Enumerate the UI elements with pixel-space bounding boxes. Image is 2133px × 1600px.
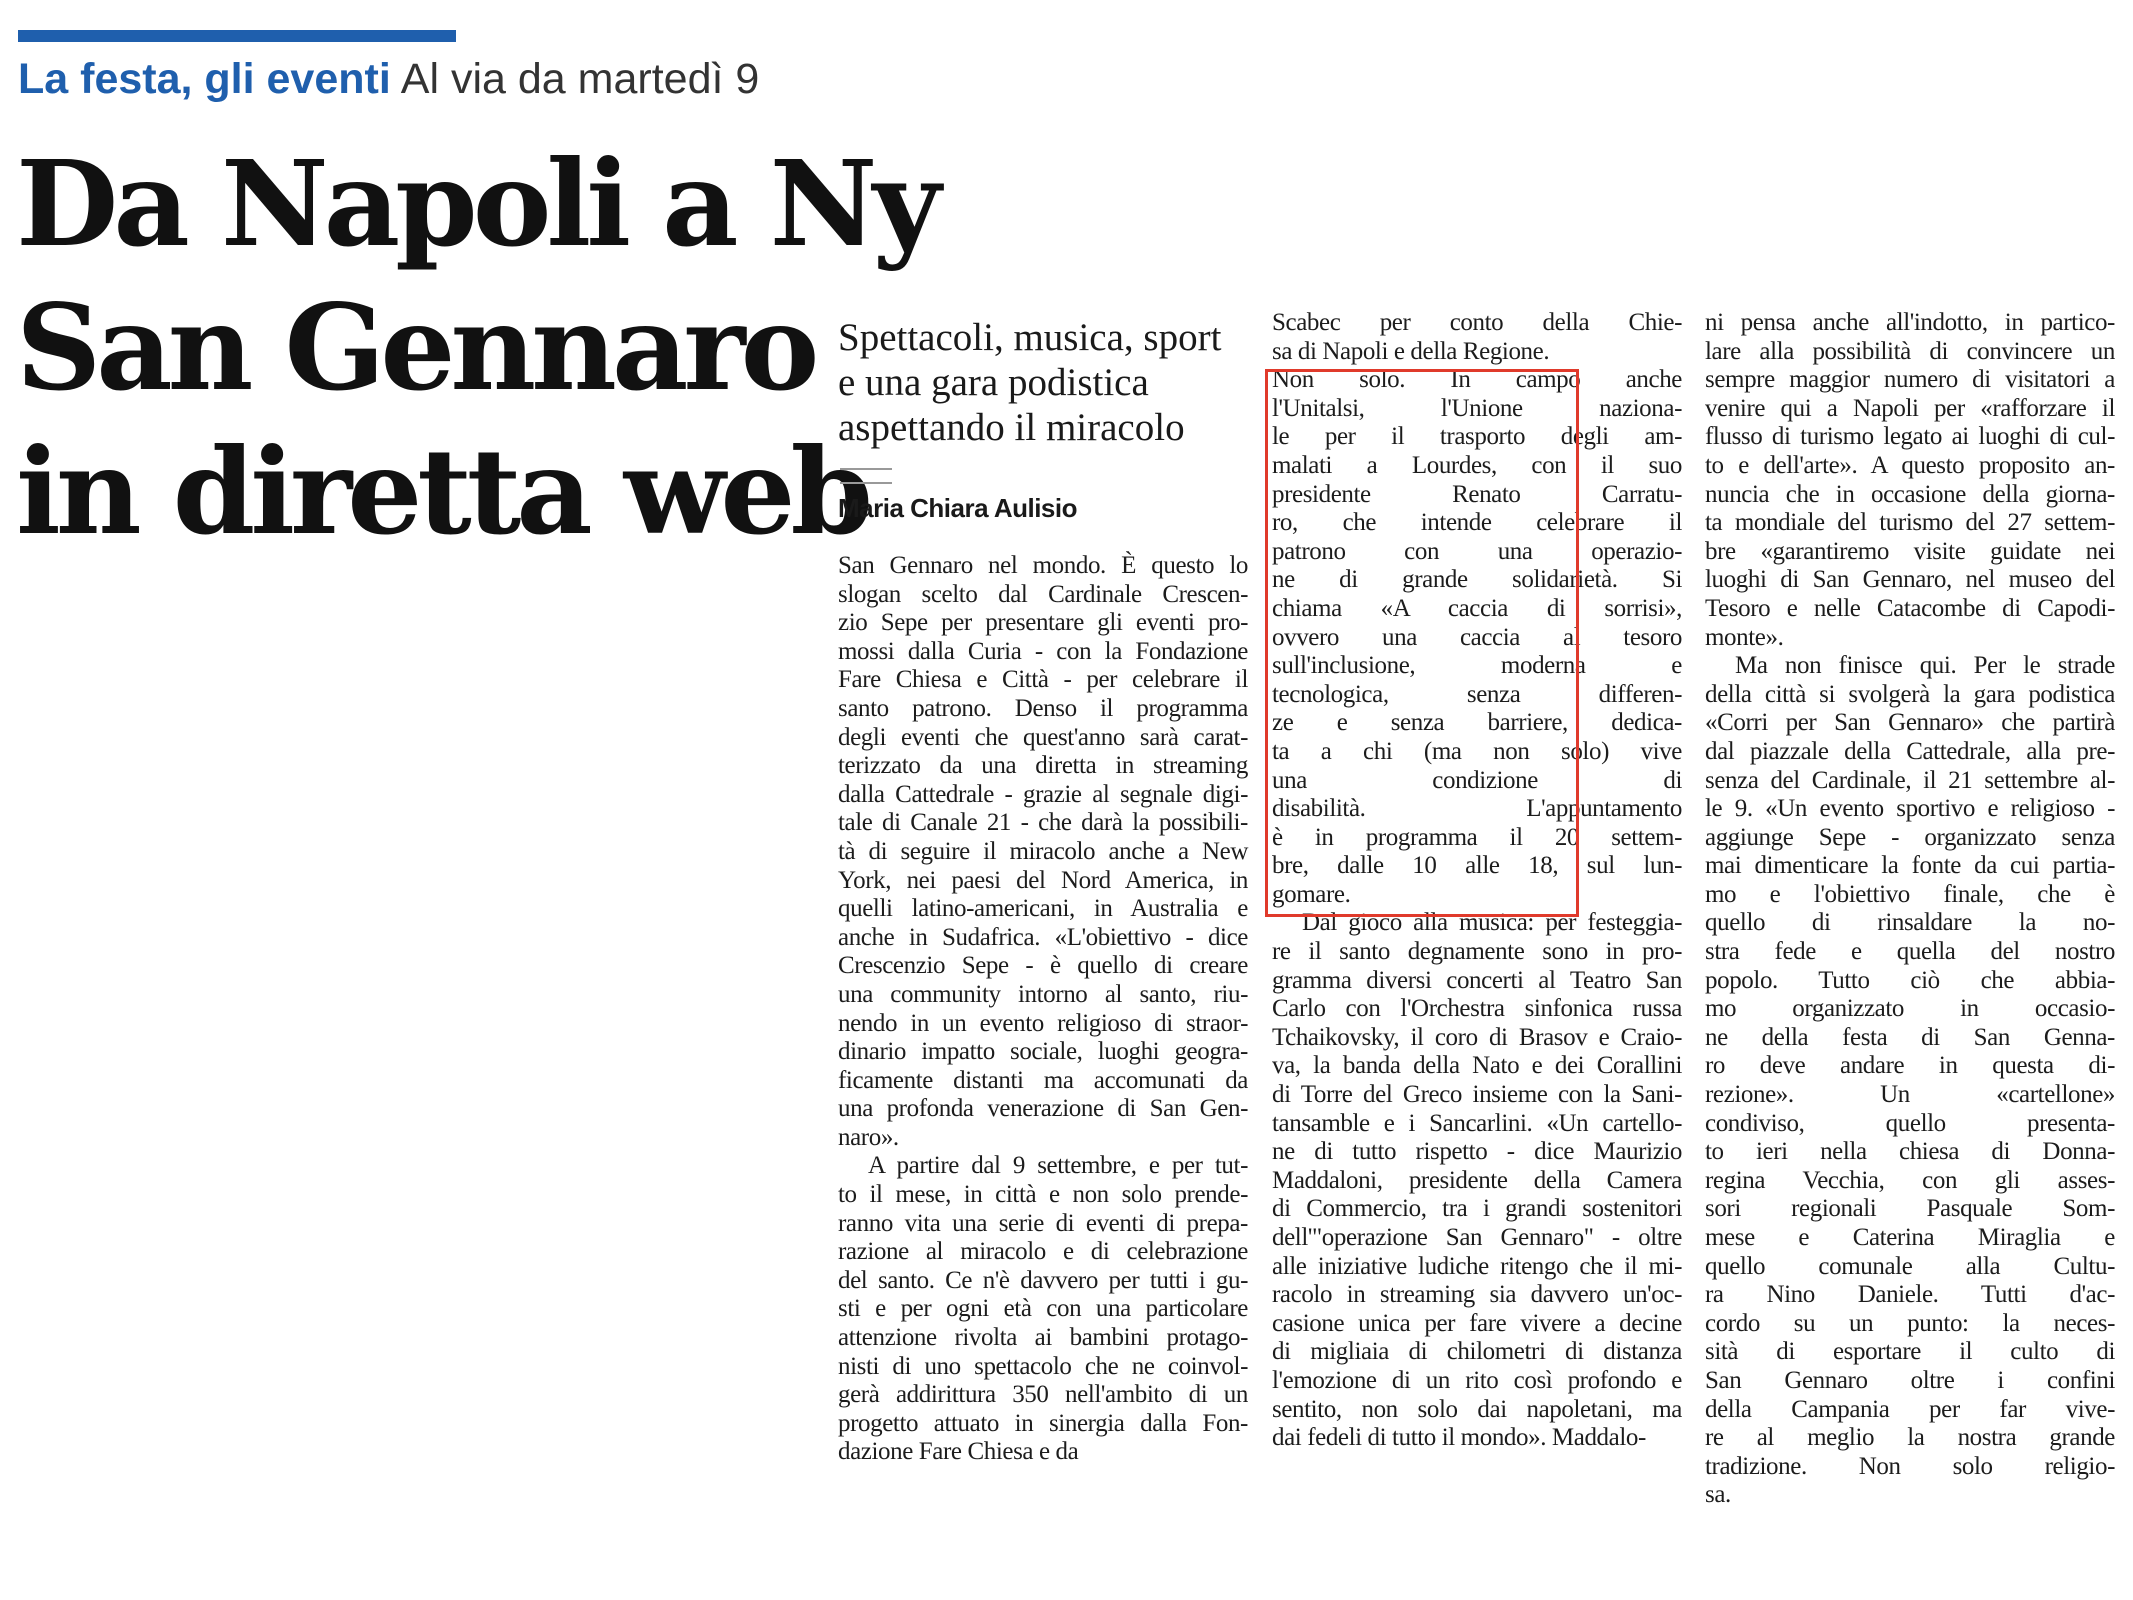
article-line: racolo in streaming sia davvero un'oc- xyxy=(1272,1281,1682,1309)
headline xyxy=(16,132,937,564)
article-line: malati a Lourdes, con il suo xyxy=(1272,451,1682,479)
article-line: alle iniziative ludiche ritengo che il mi- xyxy=(1272,1252,1682,1280)
article-line: di migliaia di chilometri di distanza xyxy=(1272,1338,1682,1366)
article-line: l'emozione di un rito così profondo e xyxy=(1272,1366,1682,1394)
article-line: ro deve andare in questa di- xyxy=(1705,1052,2115,1080)
subheadline-line: e una gara podistica xyxy=(838,361,1149,404)
article-line: ne della festa di San Genna- xyxy=(1705,1023,2115,1051)
article-line: Carlo con l'Orchestra sinfonica russa xyxy=(1272,995,1682,1023)
article-line: del santo. Ce n'è davvero per tutti i gu- xyxy=(838,1266,1248,1294)
article-line: progetto attuato in sinergia dalla Fon- xyxy=(838,1409,1248,1437)
article-line: nuncia che in occasione della giorna- xyxy=(1705,480,2115,508)
article-line: quello comunale alla Cultu- xyxy=(1705,1252,2115,1280)
article-line: le per il trasporto degli am- xyxy=(1272,423,1682,451)
article-line: re il santo degnamente sono in pro- xyxy=(1272,938,1682,966)
kicker-rule xyxy=(18,30,456,42)
article-line: razione al miracolo e di celebrazione xyxy=(838,1238,1248,1266)
kicker xyxy=(18,50,759,108)
article-line: presidente Renato Carratu- xyxy=(1272,480,1682,508)
article-line: sità di esportare il culto di xyxy=(1705,1338,2115,1366)
article-line: senza del Cardinale, il 21 settembre al- xyxy=(1705,766,2115,794)
article-line: venire qui a Napoli per «rafforzare il xyxy=(1705,394,2115,422)
article-line: lare alla possibilità di convincere un xyxy=(1705,337,2115,365)
article-column-1 xyxy=(838,552,1248,1467)
article-line: Crescenzio Sepe - è quello di creare xyxy=(838,952,1248,980)
article-line: sa di Napoli e della Regione. xyxy=(1272,337,1550,365)
article-line: sempre maggior numero di visitatori a xyxy=(1705,366,2115,394)
article-line: Tchaikovsky, il coro di Brasov e Craio- xyxy=(1272,1023,1682,1051)
article-line: sull'inclusione, moderna e xyxy=(1272,652,1682,680)
article-line: condiviso, quello presenta- xyxy=(1705,1109,2115,1137)
article-line: nisti di uno spettacolo che ne coinvol- xyxy=(838,1352,1248,1380)
kicker-section: La festa, gli eventi xyxy=(18,55,391,103)
article-line: mo organizzato in occasio- xyxy=(1705,995,2115,1023)
article-line: ze e senza barriere, dedica- xyxy=(1272,709,1682,737)
article-line: è in programma il 20 settem- xyxy=(1272,823,1682,851)
article-line: ne di tutto rispetto - dice Maurizio xyxy=(1272,1138,1682,1166)
article-line: sa. xyxy=(1705,1481,1731,1509)
article-line: dai fedeli di tutto il mondo». Maddalo- xyxy=(1272,1424,1646,1452)
article-line: A partire dal 9 settembre, e per tut- xyxy=(868,1152,1248,1180)
article-line: stra fede e quella del nostro xyxy=(1705,938,2115,966)
article-line: della città si svolgerà la gara podistica xyxy=(1705,680,2115,708)
article-line: santo patrono. Denso il programma xyxy=(838,694,1248,722)
article-line: l'Unitalsi, l'Unione naziona- xyxy=(1272,394,1682,422)
article-column-3 xyxy=(1705,309,2115,1510)
byline-rule xyxy=(840,468,892,484)
article-line: flusso di turismo legato ai luoghi di cul- xyxy=(1705,423,2115,451)
article-line: to e dell'arte». A questo proposito an- xyxy=(1705,451,2115,479)
article-line: Tesoro e nelle Catacombe di Capodi- xyxy=(1705,594,2115,622)
article-line: ranno vita una serie di eventi di prepa- xyxy=(838,1209,1248,1237)
article-line: anche in Sudafrica. «L'obiettivo - dice xyxy=(838,923,1248,951)
article-line: Scabec per conto della Chie- xyxy=(1272,309,1682,336)
article-line: to ieri nella chiesa di Donna- xyxy=(1705,1138,2115,1166)
article-line: ta mondiale del turismo del 27 settem- xyxy=(1705,509,2115,537)
article-line: va, la banda della Nato e dei Corallini xyxy=(1272,1052,1682,1080)
article-line: Dal gioco alla musica: per festeggia- xyxy=(1302,909,1682,937)
article-line: ni pensa anche all'indotto, in partico- xyxy=(1705,309,2115,336)
article-line: una profonda venerazione di San Gen- xyxy=(838,1095,1248,1123)
article-line: gramma diversi concerti al Teatro San xyxy=(1272,966,1682,994)
subheadline-line: Spettacoli, musica, sport xyxy=(838,316,1222,359)
article-line: popolo. Tutto ciò che abbia- xyxy=(1705,966,2115,994)
article-line: sti e per ogni età con una particolare xyxy=(838,1295,1248,1323)
article-line: della Campania per far vive- xyxy=(1705,1395,2115,1423)
article-line: slogan scelto dal Cardinale Crescen- xyxy=(838,580,1248,608)
article-line: bre, dalle 10 alle 18, sul lun- xyxy=(1272,852,1682,880)
article-line: mo e l'obiettivo finale, che è xyxy=(1705,880,2115,908)
article-line: dinario impatto sociale, luoghi geogra- xyxy=(838,1038,1248,1066)
article-line: una condizione di xyxy=(1272,766,1682,794)
subheadline xyxy=(838,315,1258,450)
article-line: San Gennaro oltre i confini xyxy=(1705,1366,2115,1394)
article-line: ne di grande solidarietà. Si xyxy=(1272,566,1682,594)
article-line: mai dimenticare la fonte da cui partia- xyxy=(1705,852,2115,880)
headline-line: in diretta web xyxy=(16,422,868,561)
article-line: re al meglio la nostra grande xyxy=(1705,1424,2115,1452)
article-line: tansamble e i Sancarlini. «Un cartello- xyxy=(1272,1109,1682,1137)
article-line: to il mese, in città e non solo prende- xyxy=(838,1181,1248,1209)
article-line: rezione». Un «cartellone» xyxy=(1705,1081,2115,1109)
article-line: patrono con una operazio- xyxy=(1272,537,1682,565)
article-line: quello di rinsaldare la no- xyxy=(1705,909,2115,937)
article-line: tecnologica, senza differen- xyxy=(1272,680,1682,708)
article-line: sori regionali Pasquale Som- xyxy=(1705,1195,2115,1223)
article-line: attenzione rivolta ai bambini protago- xyxy=(838,1324,1248,1352)
byline: Maria Chiara Aulisio xyxy=(838,493,1077,523)
headline-line: San Gennaro xyxy=(16,278,815,417)
article-line: York, nei paesi del Nord America, in xyxy=(838,866,1248,894)
article-line: gerà addirittura 350 nell'ambito di un xyxy=(838,1381,1248,1409)
article-line: disabilità. L'appuntamento xyxy=(1272,795,1682,823)
article-line: tà di seguire il miracolo anche a New xyxy=(838,837,1248,865)
article-line: chiama «A caccia di sorrisi», xyxy=(1272,594,1682,622)
article-line: gomare. xyxy=(1272,880,1351,908)
article-line: mossi dalla Curia - con la Fondazione xyxy=(838,637,1248,665)
article-line: regina Vecchia, con gli asses- xyxy=(1705,1166,2115,1194)
article-line: aggiunge Sepe - organizzato senza xyxy=(1705,823,2115,851)
article-line: ra Nino Daniele. Tutti d'ac- xyxy=(1705,1281,2115,1309)
highlight-box xyxy=(1265,369,1579,917)
article-line: mese e Caterina Miraglia e xyxy=(1705,1224,2115,1251)
article-line: zio Sepe per presentare gli eventi pro- xyxy=(838,609,1248,637)
article-line: luoghi di San Gennaro, nel museo del xyxy=(1705,566,2115,594)
subheadline-line: aspettando il miracolo xyxy=(838,406,1185,449)
article-line: dazione Fare Chiesa e da xyxy=(838,1438,1079,1466)
article-line: casione unica per fare vivere a decine xyxy=(1272,1309,1682,1337)
article-line: di Commercio, tra i grandi sostenitori xyxy=(1272,1195,1682,1223)
article-line: terizzato da una diretta in streaming xyxy=(838,752,1248,780)
article-line: le 9. «Un evento sportivo e religioso - xyxy=(1705,795,2115,823)
article-line: Fare Chiesa e Città - per celebrare il xyxy=(838,666,1248,694)
article-line: Maddaloni, presidente della Camera xyxy=(1272,1166,1682,1194)
article-line: «Corri per San Gennaro» che partirà xyxy=(1705,709,2115,737)
article-line: nendo in un evento religioso di straor- xyxy=(838,1009,1248,1037)
article-line: sentito, non solo dai napoletani, ma xyxy=(1272,1395,1682,1423)
article-line: degli eventi che quest'anno sarà carat- xyxy=(838,723,1248,751)
article-line: quelli latino-americani, in Australia e xyxy=(838,895,1248,923)
kicker-tagline: Al via da martedì 9 xyxy=(400,55,760,103)
article-line: dal piazzale della Cattedrale, alla pre- xyxy=(1705,737,2115,765)
article-line: monte». xyxy=(1705,623,1784,651)
article-line: dell'"operazione San Gennaro" - oltre xyxy=(1272,1224,1682,1251)
article-line: ficamente distanti ma accomunati da xyxy=(838,1066,1248,1094)
article-line: ro, che intende celebrare il xyxy=(1272,509,1682,537)
article-line: dalla Cattedrale - grazie al segnale digi- xyxy=(838,780,1248,808)
article-line: cordo su un punto: la neces- xyxy=(1705,1309,2115,1337)
article-line: bre «garantiremo visite guidate nei xyxy=(1705,537,2115,565)
article-line: tale di Canale 21 - che darà la possibili- xyxy=(838,809,1248,837)
article-line: di Torre del Greco insieme con la Sani- xyxy=(1272,1081,1682,1109)
article-line: Non solo. In campo anche xyxy=(1272,366,1682,394)
article-line: Ma non finisce qui. Per le strade xyxy=(1735,652,2115,680)
article-line: una community intorno al santo, riu- xyxy=(838,980,1248,1008)
article-line: tradizione. Non solo religio- xyxy=(1705,1452,2115,1480)
article-line: ovvero una caccia al tesoro xyxy=(1272,623,1682,651)
article-line: ta a chi (ma non solo) vive xyxy=(1272,737,1682,765)
headline-line: Da Napoli a Ny xyxy=(16,134,937,273)
article-line: naro». xyxy=(838,1123,899,1151)
article-line: San Gennaro nel mondo. È questo lo xyxy=(838,552,1248,579)
